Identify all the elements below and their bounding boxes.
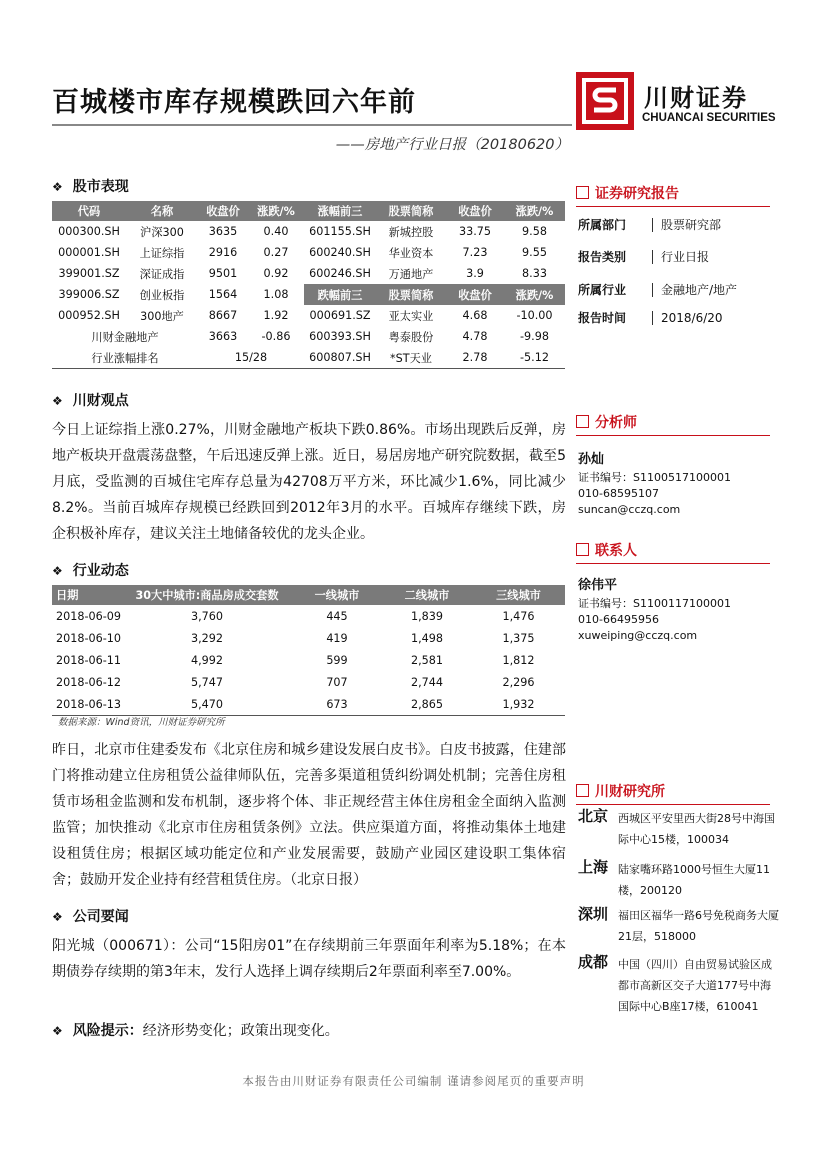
- tier1-cell: 599: [326, 653, 348, 667]
- top-stock-name: 华业资本: [388, 246, 434, 260]
- diamond-bullet-icon: ❖: [52, 394, 63, 408]
- header-cell: 日期: [52, 585, 122, 605]
- diamond-bullet-icon: ❖: [52, 910, 63, 924]
- bottom-stock-code: 600807.SH: [304, 347, 376, 369]
- total-cell: 3,292: [190, 631, 224, 645]
- office-city: 深圳: [578, 905, 609, 923]
- total-cell: 4,992: [190, 653, 224, 667]
- index-close: 3635: [208, 225, 238, 238]
- contact-name: 徐伟平: [578, 578, 618, 593]
- analyst-heading-text: 分析师: [595, 415, 637, 431]
- top-stock-change: 9.58: [522, 225, 547, 238]
- office-address: 西城区平安里西大街28号中海国际中心15楼，100034: [618, 812, 775, 846]
- tier3-cell: 2,296: [502, 675, 535, 689]
- square-bullet-icon: [576, 543, 589, 556]
- index-code: 000001.SH: [58, 246, 120, 259]
- report-subtitle: ——房地产行业日报（20180620）: [335, 137, 569, 153]
- bottom-stock-code: 000691.SZ: [309, 309, 371, 322]
- index-close: 1564: [208, 288, 238, 301]
- table-header-row: [52, 201, 565, 221]
- index-close: 2916: [208, 246, 238, 259]
- meta-key: 报告类别: [578, 250, 627, 264]
- tier3-cell: 1,812: [502, 653, 535, 667]
- contact-email[interactable]: xuweiping@cczq.com: [578, 629, 698, 642]
- view-paragraph: 今日上证综指上涨0.27%，川财金融地产板块下跌0.86%。市场出现跌后反弹，房地产板块开盘震荡盘整，午后迅速反弹上涨。近日，易居房地产研究院数据，截至5月底，受监测的百城住宅库存总量为42708万平方米，环比减少1.6%，同比减少8.2%。当前百城库存规模已经跌回到2012年3月的水平。百城库存继续下跌，房企积极补库存，建议关注土地储备较优的龙头企业。: [52, 422, 566, 542]
- top-stock-close: 33.75: [458, 225, 492, 238]
- bottom-stock-close: 4.78: [462, 330, 488, 343]
- meta-row: [578, 309, 723, 326]
- analyst-email[interactable]: suncan@cczq.com: [578, 503, 681, 516]
- top-stock-code: 601155.SH: [309, 225, 371, 238]
- title-divider: [52, 124, 572, 126]
- company-heading: [52, 906, 129, 926]
- header-cell: 涨跌/%: [504, 201, 565, 221]
- market-table: [52, 201, 565, 369]
- bottom-stock-change: -9.98: [520, 330, 549, 343]
- square-bullet-icon: [576, 784, 589, 797]
- analyst-cert: 证书编号：S1100517100001: [578, 471, 731, 484]
- index-code: 000952.SH: [58, 309, 120, 322]
- top-stock-name: 新城控股: [388, 225, 434, 239]
- meta-row: [578, 248, 709, 265]
- header-cell: 涨跌/%: [248, 201, 304, 221]
- bottom-stock-close: 2.78: [446, 347, 504, 369]
- office-address: 中国（四川）自由贸易试验区成都市高新区交子大道177号中海国际中心B座17楼，610041: [618, 958, 772, 1013]
- tier1-cell: 419: [326, 631, 348, 645]
- meta-key: 所属行业: [578, 283, 627, 297]
- header-cell: 跌幅前三: [304, 284, 376, 305]
- index-code: 399006.SZ: [58, 288, 120, 301]
- tier2-cell: 2,744: [410, 675, 444, 689]
- meta-value: 金融地产/地产: [652, 283, 737, 297]
- table-row: [52, 284, 565, 305]
- header-cell: 三线城市: [472, 585, 565, 605]
- top-stock-change: 9.55: [522, 246, 547, 259]
- table-row: [52, 242, 565, 263]
- table-row: [52, 605, 565, 627]
- analyst-card: [578, 452, 731, 518]
- footer-disclaimer: 本报告由川财证券有限责任公司编制 谨请参阅尾页的重要声明: [242, 1074, 585, 1088]
- top-stock-code: 600246.SH: [309, 267, 371, 280]
- header-cell: 30大中城市:商品房成交套数: [122, 585, 292, 605]
- industry-heading-text: 行业动态: [72, 563, 129, 579]
- rank-label: 行业涨幅排名: [52, 347, 198, 369]
- report-info-heading-text: 证券研究报告: [595, 186, 679, 202]
- diamond-bullet-icon: ❖: [52, 1024, 63, 1038]
- bottom-stock-change: -5.12: [504, 347, 565, 369]
- index-change: 1.08: [263, 288, 289, 301]
- company-heading-text: 公司要闻: [72, 909, 129, 925]
- header-cell: 收盘价: [198, 201, 248, 221]
- risk-line: [52, 1020, 339, 1040]
- index-change: 0.92: [263, 267, 289, 280]
- institute-heading: [576, 781, 770, 805]
- top-stock-close: 3.9: [466, 267, 484, 280]
- office-address: 陆家嘴环路1000号恒生大厦11楼，200120: [618, 863, 770, 897]
- top-stock-change: 8.33: [522, 267, 547, 280]
- logo-mark-icon: [576, 72, 634, 130]
- index-code: 000300.SH: [58, 225, 120, 238]
- contact-cert: 证书编号：S1100117100001: [578, 597, 731, 610]
- meta-value: 股票研究部: [652, 218, 721, 232]
- risk-text: 经济形势变化；政策出现变化。: [142, 1023, 339, 1039]
- index-change: 0.40: [263, 225, 289, 238]
- table-header-row: [52, 585, 565, 605]
- office-address: 福田区福华一路6号免税商务大厦21层，518000: [618, 909, 779, 943]
- header-cell: 二线城市: [382, 585, 472, 605]
- sector-close: 3663: [208, 330, 238, 343]
- view-heading: [52, 390, 129, 410]
- company-paragraph: 阳光城（000671）：公司“15阳房01”在存续期前三年票面年利率为5.18%；在本期债券存续期的第3年末，发行人选择上调存续期后2年票面利率至7.00%。: [52, 938, 566, 980]
- diamond-bullet-icon: ❖: [52, 564, 63, 578]
- bottom-stock-close: 4.68: [462, 309, 488, 322]
- total-cell: 5,747: [190, 675, 224, 689]
- index-change: 0.27: [263, 246, 289, 259]
- index-name: 300地产: [140, 309, 184, 323]
- index-name: 上证综指: [139, 246, 185, 260]
- header-cell: 股票简称: [376, 284, 446, 305]
- bottom-stock-name: 粤泰股份: [388, 330, 434, 344]
- bottom-stock-name: *ST天业: [376, 347, 446, 369]
- data-source-note: 数据来源：Wind资讯，川财证券研究所: [58, 717, 225, 728]
- bottom-stock-name: 亚太实业: [388, 309, 434, 323]
- sector-change: -0.86: [261, 330, 291, 343]
- analyst-phone: 010-68595107: [578, 487, 659, 500]
- date-cell: 2018-06-12: [56, 675, 122, 689]
- square-bullet-icon: [576, 186, 589, 199]
- index-name: 沪深300: [140, 225, 184, 239]
- header-cell: 代码: [52, 201, 126, 221]
- office-city: 成都: [578, 953, 609, 971]
- table-row: [52, 326, 565, 347]
- logo-text-en: CHUANCAI SECURITIES: [642, 112, 776, 124]
- date-cell: 2018-06-11: [56, 653, 122, 667]
- date-cell: 2018-06-13: [52, 693, 122, 716]
- total-cell: 3,760: [190, 609, 224, 623]
- total-cell: 5,470: [122, 693, 292, 716]
- tier1-cell: 707: [326, 675, 348, 689]
- view-heading-text: 川财观点: [72, 393, 129, 409]
- meta-value: 行业日报: [652, 250, 709, 264]
- tier2-cell: 2,581: [410, 653, 444, 667]
- index-name: 创业板指: [139, 288, 185, 302]
- office-city: 北京: [578, 807, 609, 825]
- tier2-cell: 1,839: [410, 609, 444, 623]
- meta-row: [578, 216, 721, 233]
- tier2-cell: 2,865: [382, 693, 472, 716]
- header-cell: 名称: [126, 201, 198, 221]
- header-cell: 涨幅前三: [304, 201, 376, 221]
- meta-key: 报告时间: [578, 311, 627, 325]
- index-close: 9501: [208, 267, 238, 280]
- meta-row: [578, 281, 737, 298]
- index-close: 8667: [208, 309, 238, 322]
- office-city: 上海: [578, 858, 609, 876]
- top-stock-name: 万通地产: [388, 267, 434, 281]
- diamond-bullet-icon: ❖: [52, 180, 63, 194]
- report-info-heading: [576, 183, 770, 207]
- tier3-cell: 1,375: [502, 631, 535, 645]
- top-stock-code: 600240.SH: [309, 246, 371, 259]
- header-cell: 涨跌/%: [504, 284, 565, 305]
- industry-heading: [52, 560, 129, 580]
- index-name: 深证成指: [139, 267, 185, 281]
- table-row: [52, 221, 565, 242]
- table-row: [52, 649, 565, 671]
- market-heading-text: 股市表现: [72, 179, 129, 195]
- header-cell: 一线城市: [292, 585, 382, 605]
- bottom-stock-code: 600393.SH: [309, 330, 371, 343]
- market-heading: [52, 176, 129, 196]
- date-cell: 2018-06-10: [56, 631, 122, 645]
- contact-phone: 010-66495956: [578, 613, 659, 626]
- square-bullet-icon: [576, 415, 589, 428]
- risk-label: 风险提示：: [72, 1023, 143, 1039]
- bottom-stock-change: -10.00: [516, 309, 553, 322]
- table-row: [52, 671, 565, 693]
- table-row: [52, 263, 565, 284]
- company-logo: [576, 72, 776, 132]
- rank-value: 15/28: [198, 347, 304, 369]
- top-stock-close: 7.23: [462, 246, 488, 259]
- tier1-cell: 445: [326, 609, 348, 623]
- logo-text-cn: 川财证券: [644, 84, 748, 112]
- analyst-heading: [576, 412, 770, 436]
- institute-heading-text: 川财研究所: [595, 784, 665, 800]
- tier3-cell: 1,476: [502, 609, 535, 623]
- index-change: 1.92: [263, 309, 289, 322]
- table-row: [52, 347, 565, 369]
- header-cell: 收盘价: [446, 284, 504, 305]
- report-title: 百城楼市库存规模跌回六年前: [52, 87, 416, 118]
- industry-paragraph: 昨日，北京市住建委发布《北京住房和城乡建设发展白皮书》。白皮书披露，住建部门将推动建立住房租赁公益律师队伍，完善多渠道租赁纠纷调处机制；完善住房租赁市场租金监测和发布机制，逐步将个体、非正规经营主体住房租金全面纳入监测监管；加快推动《北京市住房租赁条例》立法。供应渠道方面，将推动集体土地建设租赁住房；根据区域功能定位和产业发展需要，鼓励产业园区建设职工集体宿舍；鼓励开发企业持有经营租赁住房。（北京日报）: [52, 742, 566, 888]
- industry-table: [52, 585, 565, 716]
- contact-heading: [576, 540, 770, 564]
- table-row: [52, 693, 565, 716]
- table-row: [52, 305, 565, 326]
- tier3-cell: 1,932: [472, 693, 565, 716]
- meta-key: 所属部门: [578, 218, 627, 232]
- tier1-cell: 673: [292, 693, 382, 716]
- date-cell: 2018-06-09: [56, 609, 122, 623]
- header-cell: 收盘价: [446, 201, 504, 221]
- contact-heading-text: 联系人: [595, 543, 637, 559]
- tier2-cell: 1,498: [410, 631, 444, 645]
- sector-label: 川财金融地产: [91, 330, 159, 344]
- header-cell: 股票简称: [376, 201, 446, 221]
- meta-value: 2018/6/20: [652, 311, 723, 325]
- analyst-name: 孙灿: [578, 452, 605, 467]
- table-row: [52, 627, 565, 649]
- contact-card: [578, 578, 731, 644]
- index-code: 399001.SZ: [58, 267, 120, 280]
